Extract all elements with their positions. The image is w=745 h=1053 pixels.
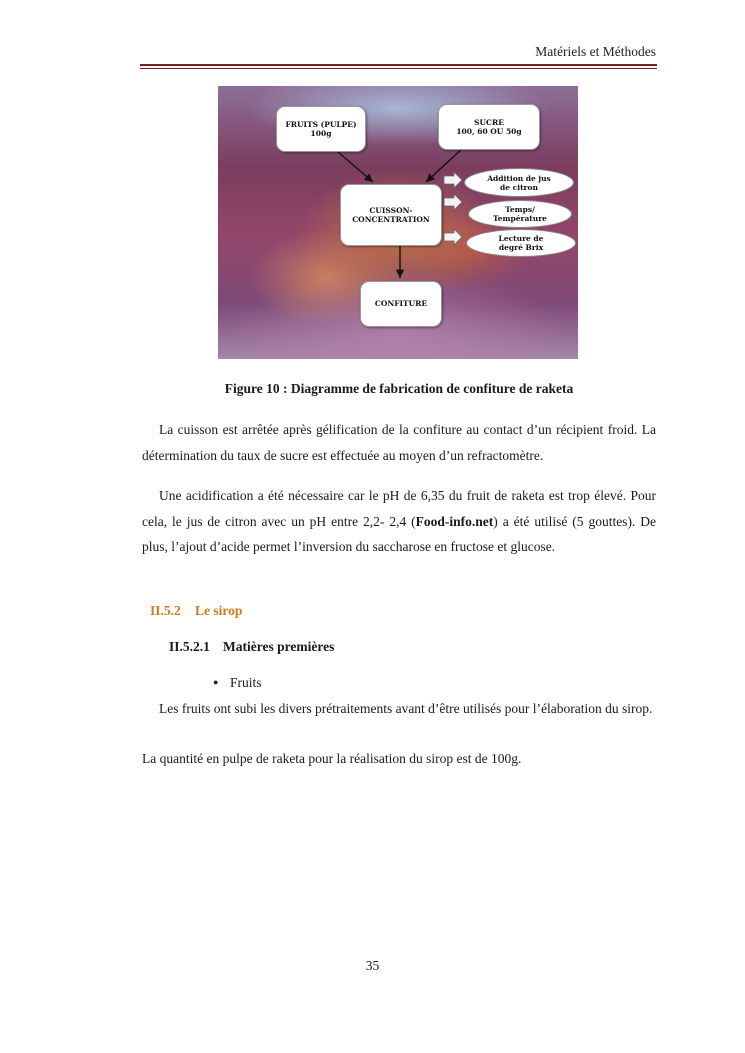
paragraph-2-text-b: ) a été utilisé (5 gouttes). De plus, l’ajout d’acide permet l’inversion du saccharose en fructose et glucose. (142, 513, 656, 554)
bullet-dot-icon: ● (213, 677, 219, 687)
subsection-number: II.5.2.1 (169, 639, 210, 654)
paragraph-2-text-a: Une acidification a été nécessaire car le pH de 6,35 du fruit de raketa est trop élevé. Pour cela, le jus de citron avec un pH entre 2,2- 2,4 ( (142, 488, 656, 529)
header-rule-thin (140, 68, 657, 69)
subsection-heading (169, 639, 334, 655)
section-heading (150, 603, 242, 619)
oval-brix-line2: degré Brix (498, 243, 544, 252)
subsection-title: Matières premières (223, 639, 335, 654)
paragraph-2 (142, 483, 656, 560)
block-arrow-citron (444, 172, 462, 188)
box-sucre-line2: 100, 60 OU 50g (456, 127, 522, 136)
paragraph-1 (142, 417, 656, 468)
arrow-fruits-cuisson (338, 152, 373, 182)
page-header: Matériels et Méthodes (535, 44, 656, 59)
figure-caption: Figure 10 : Diagramme de fabrication de confiture de raketa (224, 381, 574, 396)
box-cuisson (340, 184, 442, 246)
box-fruits-line1: FRUITS (PULPE) (285, 119, 357, 129)
oval-brix (466, 229, 576, 257)
box-cuisson-line1: CUISSON- (369, 205, 413, 215)
box-fruits (276, 106, 366, 152)
paragraph-3 (142, 696, 656, 722)
source-reference: Food-info.net (415, 513, 494, 529)
oval-citron (464, 168, 574, 197)
paragraph-3-text: Les fruits ont subi les divers prétraitements avant d’être utilisés pour l’élaboration du sirop. (159, 701, 653, 716)
section-title: Le sirop (195, 603, 243, 618)
box-fruits-line2: 100g (310, 129, 332, 138)
block-arrow-brix (444, 229, 462, 245)
box-sucre (438, 104, 540, 150)
page-number: 35 (365, 958, 380, 973)
bullet-item (213, 675, 262, 691)
figure-diagram (218, 86, 578, 359)
paragraph-1-text: La cuisson est arrêtée après gélification de la confiture au contact d’un récipient froid. La détermination du taux de sucre est effectuée au moyen d’un refractomètre. (142, 422, 656, 463)
oval-temps-line1: Temps/ (505, 205, 535, 214)
oval-temps (468, 200, 572, 228)
header-rule (140, 64, 657, 66)
bullet-text: Fruits (230, 675, 262, 690)
block-arrow-temps (444, 194, 462, 210)
paragraph-4: La quantité en pulpe de raketa pour la réalisation du sirop est de 100g. (142, 751, 522, 766)
box-cuisson-line2: CONCENTRATION (352, 215, 430, 224)
oval-temps-line2: Température (493, 214, 547, 223)
box-confiture (360, 281, 442, 327)
oval-citron-line2: de citron (500, 182, 538, 192)
box-confiture-label: CONFITURE (374, 299, 428, 309)
box-sucre-line1: SUCRE (474, 117, 504, 127)
oval-citron-line1: Addition de jus (487, 173, 551, 183)
section-number: II.5.2 (150, 603, 181, 618)
oval-brix-line1: Lecture de (498, 234, 544, 243)
